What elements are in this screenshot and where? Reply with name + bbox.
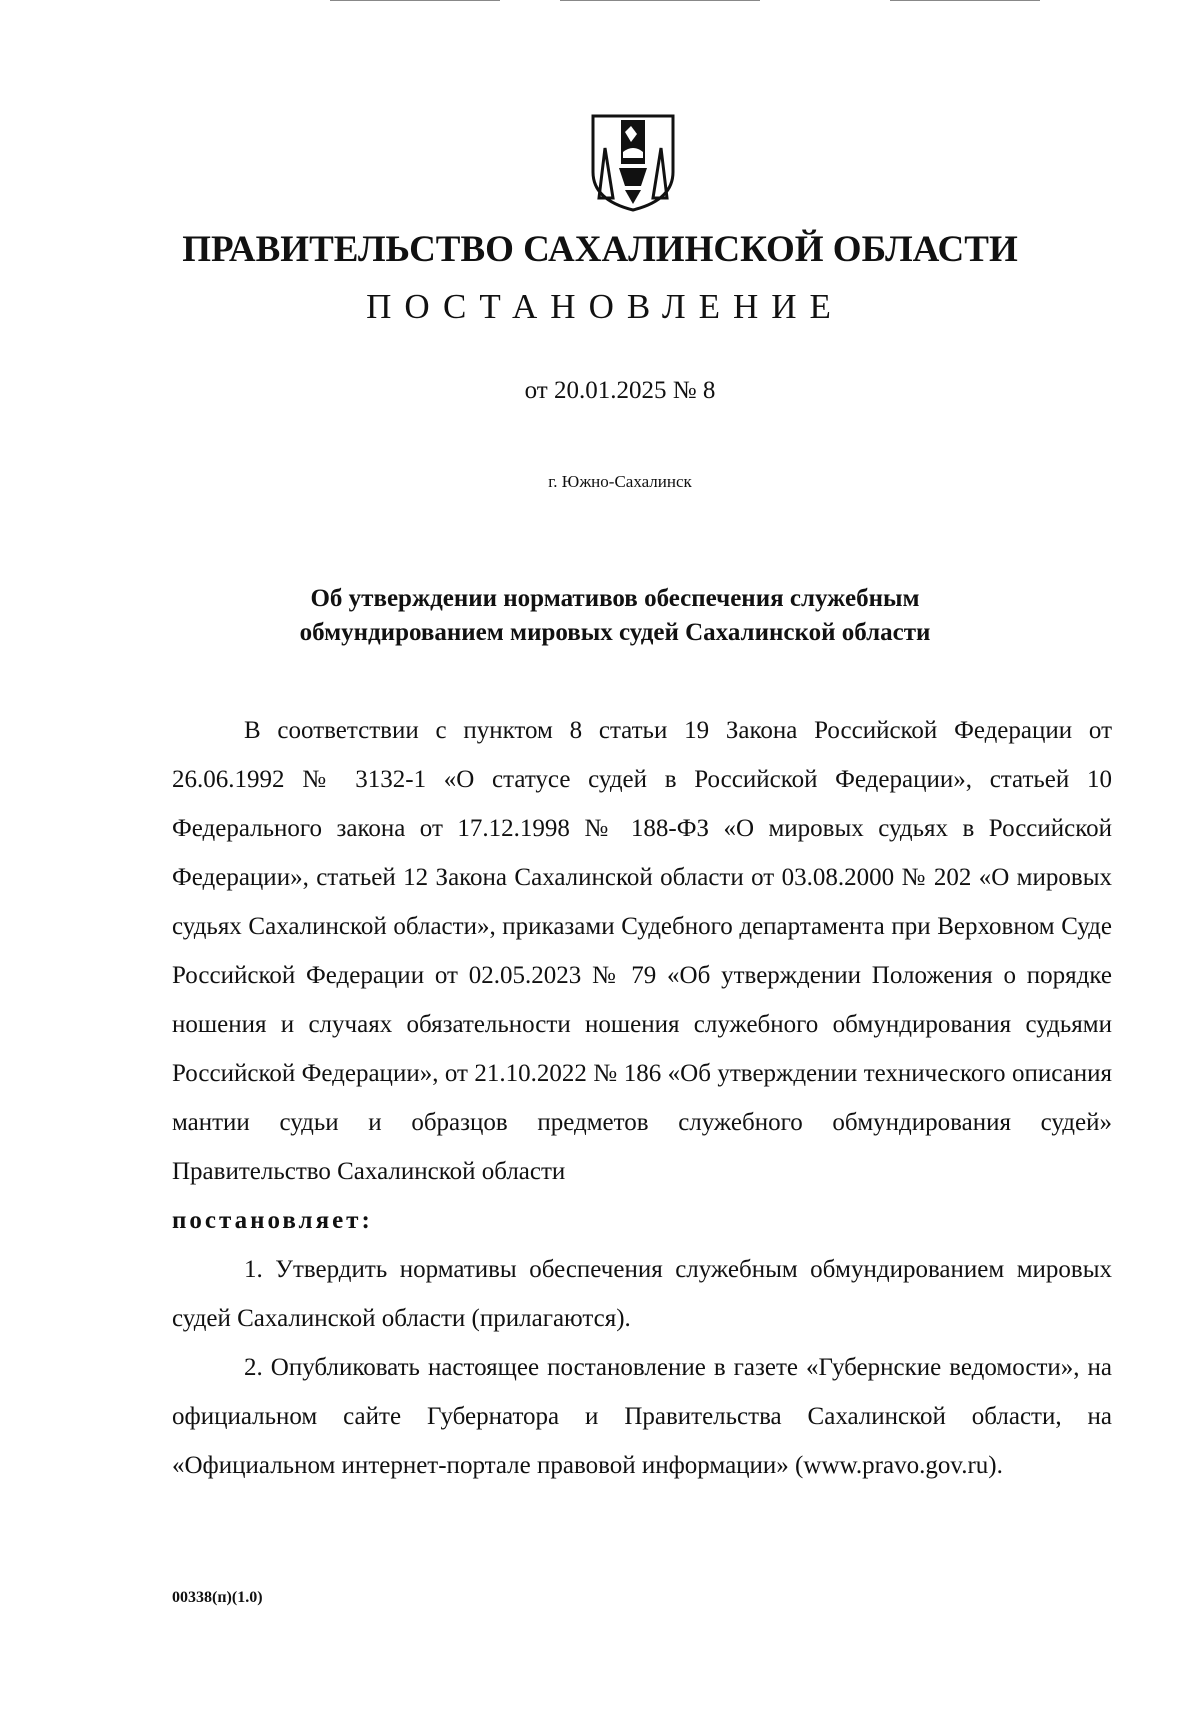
- scan-artifact-line: [890, 0, 1040, 1]
- item-2-paragraph: 2. Опубликовать настоящее постановление в газете «Губернские ведомости», на официальном сайте Губернатора и Правительства Сахалинской области, на «Официальном интернет-портале правовой информации» (www.pravo.gov.ru).: [172, 1354, 1112, 1479]
- item-1-paragraph: 1. Утвердить нормативы обеспечения служебным обмундированием мировых судей Сахалинской области (прилагаются).: [172, 1256, 1112, 1332]
- scan-artifact-line: [330, 0, 500, 1]
- document-body: [172, 706, 1112, 1490]
- document-subject: [0, 582, 1200, 650]
- document-city: г. Южно-Сахалинск: [548, 472, 692, 491]
- subject-line-1: Об утверждении нормативов обеспечения служебным: [310, 585, 920, 612]
- document-code: 00338(п)(1.0): [172, 1589, 263, 1606]
- decree-word: постановляет:: [172, 1207, 373, 1234]
- document-date-number: от 20.01.2025 № 8: [524, 377, 716, 404]
- subject-line-2: обмундированием мировых судей Сахалинской области: [299, 619, 931, 646]
- document-type: ПОСТАНОВЛЕНИЕ: [366, 287, 844, 326]
- scan-artifact-line: [560, 0, 760, 1]
- preamble-paragraph: В соответствии с пунктом 8 статьи 19 Закона Российской Федерации от 26.06.1992 № 3132-1 «О статусе судей в Российской Федерации», статьей 10 Федерального закона от 17.12.1998 № 188-ФЗ «О мировых судьях в Российской Федерации», статьей 12 Закона Сахалинской области от 03.08.2000 № 202 «О мировых судьях Сахалинской области», приказами Судебного департамента при Верховном Суде Российской Федерации от 02.05.2023 № 79 «Об утверждении Положения о порядке ношения и случаях обязательности ношения служебного обмундирования судьями Российской Федерации», от 21.10.2022 № 186 «Об утверждении технического описания мантии судьи и образцов предметов служебного обмундирования судей» Правительство Сахалинской области: [172, 717, 1112, 1185]
- coat-of-arms-icon: [591, 112, 675, 212]
- government-title: ПРАВИТЕЛЬСТВО САХАЛИНСКОЙ ОБЛАСТИ: [182, 229, 1018, 270]
